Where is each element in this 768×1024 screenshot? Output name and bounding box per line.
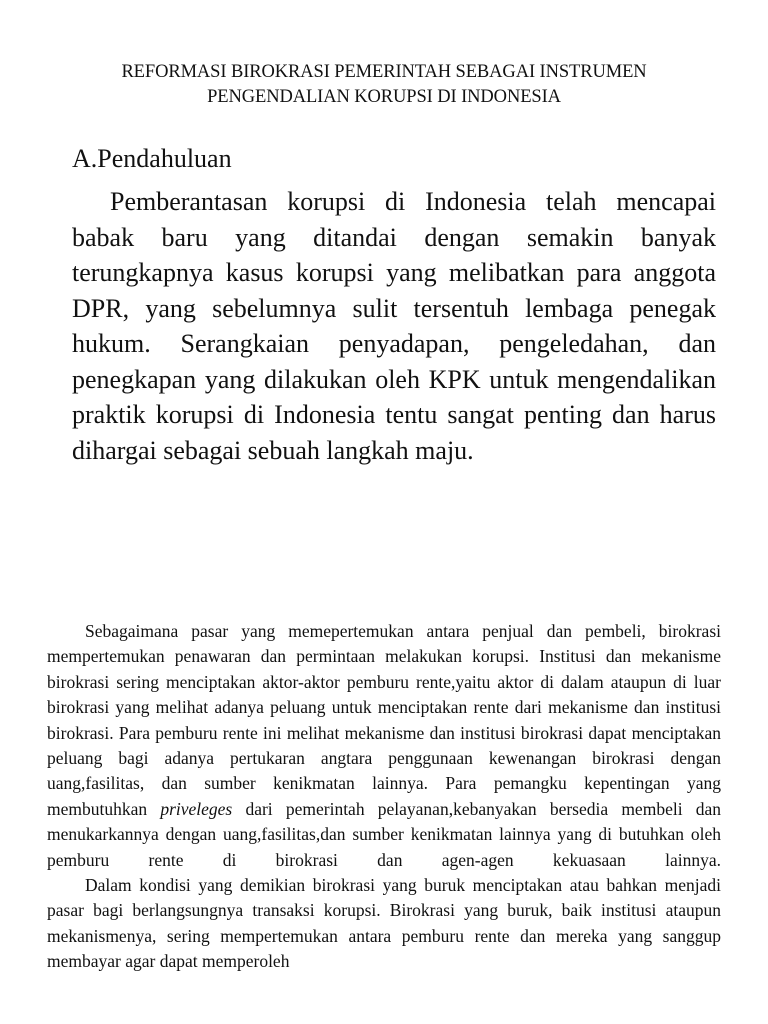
body-paragraph-1 [47,619,721,873]
body-paragraph-1-text-b: dari pemerintah pelayanan,kebanyakan bersedia membeli dan menukarkannya dengan uang,fasilitas,dan sumber kenikmatan lainnya yang di butuhkan oleh pemburu rente di birokrasi dan agen-agen kekuasaan lainnya. [47,798,722,870]
document-title-line-1: REFORMASI BIROKRASI PEMERINTAH SEBAGAI INSTRUMEN [121,62,647,82]
body-paragraph-2: Dalam kondisi yang demikian birokrasi yang buruk menciptakan atau bahkan menjadi pasar bagi berlangsungnya transaksi korupsi. Birokrasi yang buruk, baik institusi ataupun mekanismenya, sering mempertemukan antara pemburu rente dan mereka yang sanggup membayar agar dapat memperoleh [47,875,721,972]
document-title [40,60,728,110]
body-paragraph-1-italic-term: priveleges [160,798,233,819]
intro-paragraph: Pemberantasan korupsi di Indonesia telah mencapai babak baru yang ditandai dengan semakin banyak terungkapnya kasus korupsi yang melibatkan para anggota DPR, yang sebelumnya sulit tersentuh lembaga penegak hukum. Serangkaian penyadapan, pengeledahan, dan penegkapan yang dilakukan oleh KPK untuk mengendalikan praktik korupsi di Indonesia tentu sangat penting dan harus dihargai sebagai sebuah langkah maju. [72,187,716,465]
section-heading: A.Pendahuluan [72,144,232,173]
body-paragraph-1-text-a: Sebagaimana pasar yang memepertemukan antara penjual dan pembeli, birokrasi mempertemukan penawaran dan permintaan melakukan korupsi. Institusi dan mekanisme birokrasi sering menciptakan aktor-aktor pemburu rente,yaitu aktor di dalam ataupun di luar birokrasi yang melihat adanya peluang untuk menciptakan rente dari mekanisme dan institusi birokrasi. Para pemburu rente ini melihat mekanisme dan institusi birokrasi dapat menciptakan peluang bagi adanya pertukaran angtara penggunaan kewenangan birokrasi dengan uang,fasilitas, dan sumber kenikmatan lainnya. Para pemangku kepentingan yang membutuhkan [47,621,721,819]
document-title-line-2: PENGENDALIAN KORUPSI DI INDONESIA [207,87,561,107]
body-text [47,619,721,975]
